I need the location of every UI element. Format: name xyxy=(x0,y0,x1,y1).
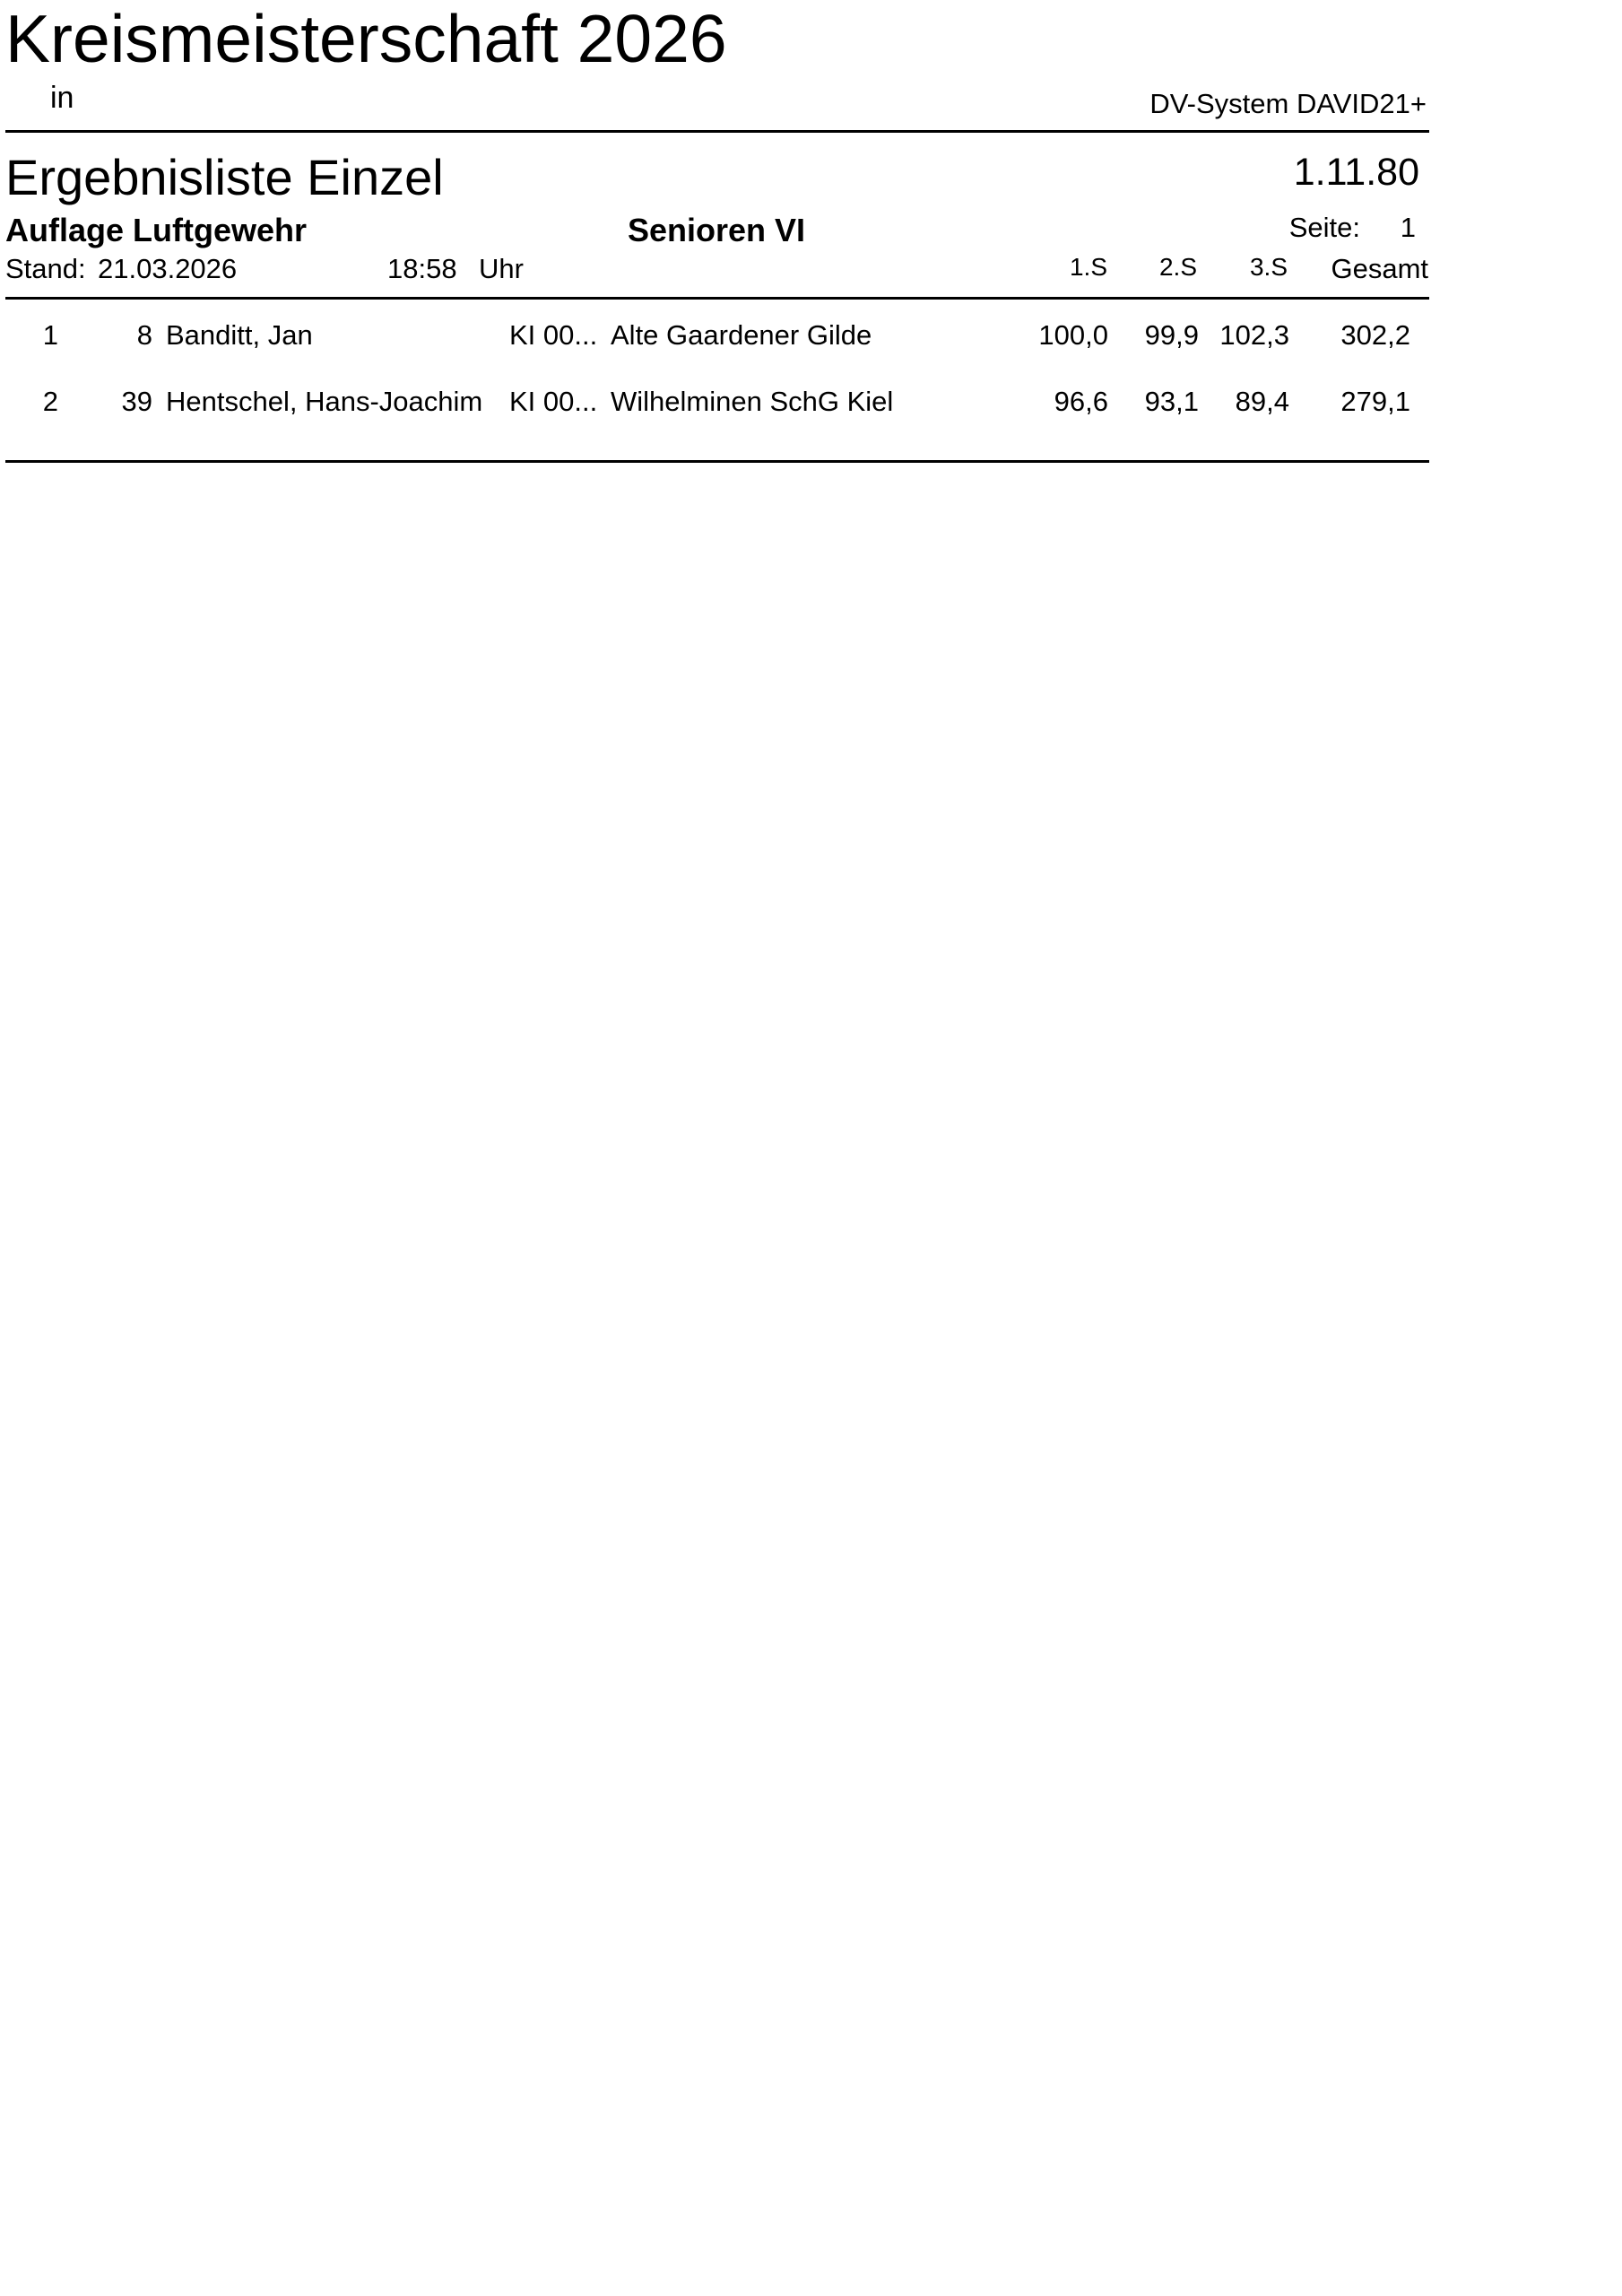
discipline-name: Auflage Luftgewehr xyxy=(5,212,308,248)
page-number: 1 xyxy=(1400,212,1416,243)
score-s3: 89,4 xyxy=(1235,386,1289,417)
event-location: in xyxy=(50,81,74,115)
stand-date: 21.03.2026 xyxy=(98,253,238,284)
column-header-s2: 2.S xyxy=(1158,253,1197,281)
shooter-name: Hentschel, Hans-Joachim xyxy=(166,386,483,417)
bib-number: 8 xyxy=(136,319,152,351)
club-code: KI 00... xyxy=(509,319,598,351)
rank: 2 xyxy=(42,386,58,417)
stand-label: Stand: xyxy=(5,253,86,284)
column-header-total: Gesamt xyxy=(1331,253,1428,284)
score-total: 279,1 xyxy=(1340,386,1410,417)
score-s1: 96,6 xyxy=(1054,386,1108,417)
score-s3: 102,3 xyxy=(1219,319,1289,351)
table-top-divider xyxy=(5,297,1429,300)
table-row xyxy=(0,321,1622,366)
table-bottom-divider xyxy=(5,460,1429,463)
score-s1: 100,0 xyxy=(1038,319,1108,351)
list-title: Ergebnisliste Einzel xyxy=(5,149,444,205)
stand-time: 18:58 xyxy=(387,253,457,284)
shooter-name: Banditt, Jan xyxy=(166,319,313,351)
bib-number: 39 xyxy=(121,386,152,417)
column-header-s1: 1.S xyxy=(1069,253,1107,281)
score-s2: 99,9 xyxy=(1144,319,1199,351)
score-total: 302,2 xyxy=(1340,319,1410,351)
event-title: Kreismeisterschaft 2026 xyxy=(5,1,727,76)
system-name: DV-System DAVID21+ xyxy=(1149,88,1427,119)
column-header-s3: 3.S xyxy=(1249,253,1288,281)
club-name: Wilhelminen SchG Kiel xyxy=(611,386,894,417)
table-row xyxy=(0,387,1622,432)
stand-unit: Uhr xyxy=(479,253,524,284)
club-code: KI 00... xyxy=(509,386,598,417)
rank: 1 xyxy=(42,319,58,351)
page-label: Seite: xyxy=(1288,212,1360,243)
header-divider xyxy=(5,130,1429,133)
club-name: Alte Gaardener Gilde xyxy=(611,319,872,351)
list-code: 1.11.80 xyxy=(1293,151,1419,194)
score-s2: 93,1 xyxy=(1144,386,1199,417)
class-name: Senioren VI xyxy=(628,212,806,248)
